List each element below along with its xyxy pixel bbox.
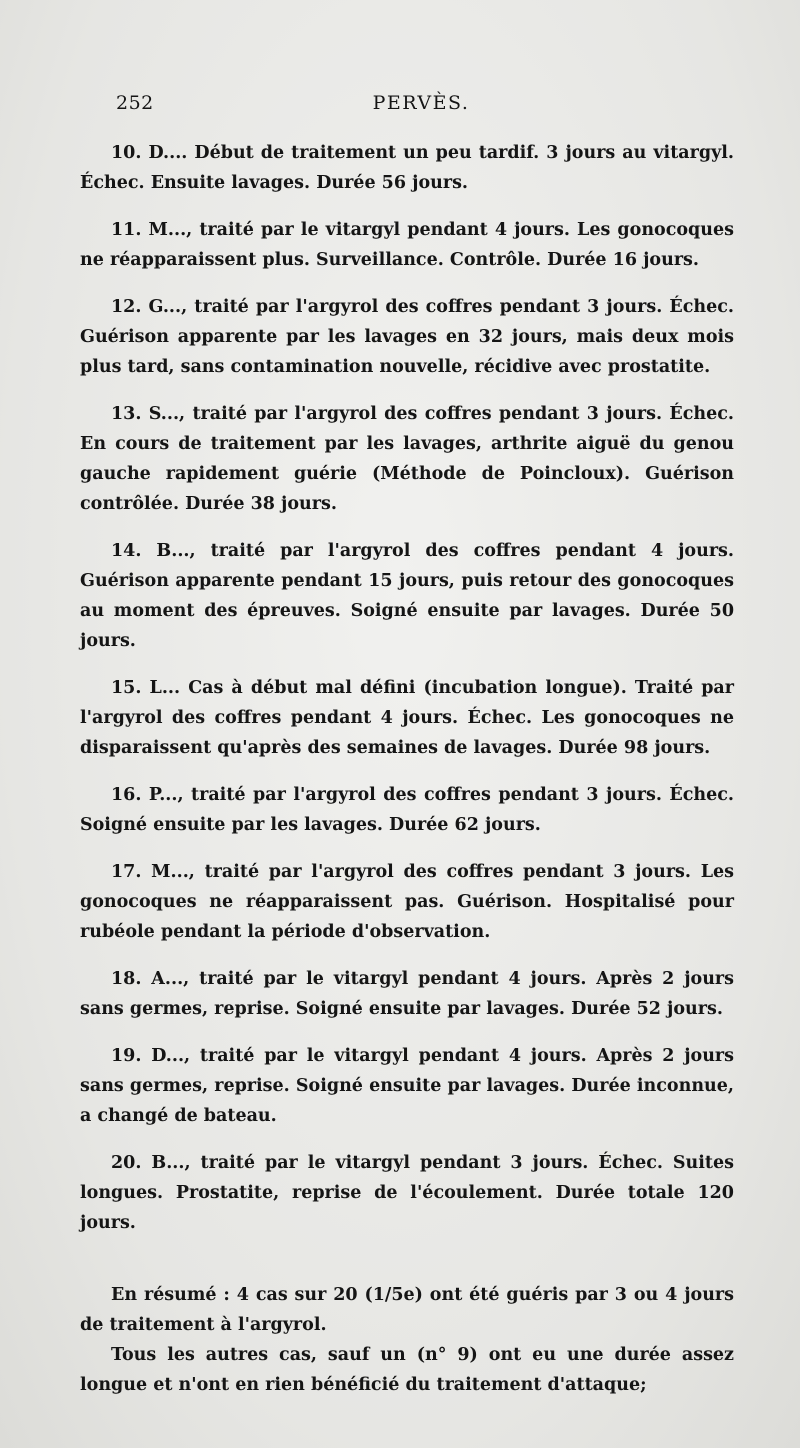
case-entry-17: 17. M..., traité par l'argyrol des coffres pendant 3 jours. Les gonocoques ne réapparaissent pas. Guérison. Hospitalisé pour rubéole pendant la période d'observation.: [80, 862, 734, 942]
summary-section: [80, 1280, 734, 1400]
case-entry-11: 11. M..., traité par le vitargyl pendant 4 jours. Les gonocoques ne réapparaissent plus. Surveillance. Contrôle. Durée 16 jours.: [80, 220, 734, 270]
case-entry-12: 12. G..., traité par l'argyrol des coffres pendant 3 jours. Échec. Guérison apparente par les lavages en 32 jours, mais deux mois plus tard, sans contamination nouvelle, récidive avec prostatite.: [80, 297, 734, 377]
case-entry-16: 16. P..., traité par l'argyrol des coffres pendant 3 jours. Échec. Soigné ensuite par les lavages. Durée 62 jours.: [80, 785, 734, 835]
body-text: [80, 138, 734, 1400]
page-header: [116, 92, 726, 118]
case-entry-15: 15. L... Cas à début mal défini (incubation longue). Traité par l'argyrol des coffres pendant 4 jours. Échec. Les gonocoques ne disparaissent qu'après des semaines de lavages. Durée 98 jours.: [80, 678, 734, 758]
case-entry-13: 13. S..., traité par l'argyrol des coffres pendant 3 jours. Échec. En cours de traitement par les lavages, arthrite aiguë du genou gauche rapidement guérie (Méthode de Poincloux). Guérison contrôlée. Durée 38 jours.: [80, 404, 734, 514]
case-entry-18: 18. A..., traité par le vitargyl pendant 4 jours. Après 2 jours sans germes, reprise. Soigné ensuite par lavages. Durée 52 jours.: [80, 969, 734, 1019]
case-entry-14: 14. B..., traité par l'argyrol des coffres pendant 4 jours. Guérison apparente pendant 15 jours, puis retour des gonocoques au moment des épreuves. Soigné ensuite par lavages. Durée 50 jours.: [80, 541, 734, 651]
case-entry-20: 20. B..., traité par le vitargyl pendant 3 jours. Échec. Suites longues. Prostatite, reprise de l'écoulement. Durée totale 120 jours.: [80, 1153, 734, 1233]
summary-paragraph: En résumé : 4 cas sur 20 (1/5e) ont été guéris par 3 ou 4 jours de traitement à l'argyrol.: [80, 1285, 734, 1335]
conclusion-paragraph: Tous les autres cas, sauf un (n° 9) ont eu une durée assez longue et n'ont en rien bénéficié du traitement d'attaque;: [80, 1345, 734, 1395]
page-number: 252: [116, 92, 154, 114]
case-entry-19: 19. D..., traité par le vitargyl pendant 4 jours. Après 2 jours sans germes, reprise. Soigné ensuite par lavages. Durée inconnue, a changé de bateau.: [80, 1046, 734, 1126]
running-head: PERVÈS.: [372, 92, 470, 114]
case-entry-10: 10. D.... Début de traitement un peu tardif. 3 jours au vitargyl. Échec. Ensuite lavages. Durée 56 jours.: [80, 143, 734, 193]
